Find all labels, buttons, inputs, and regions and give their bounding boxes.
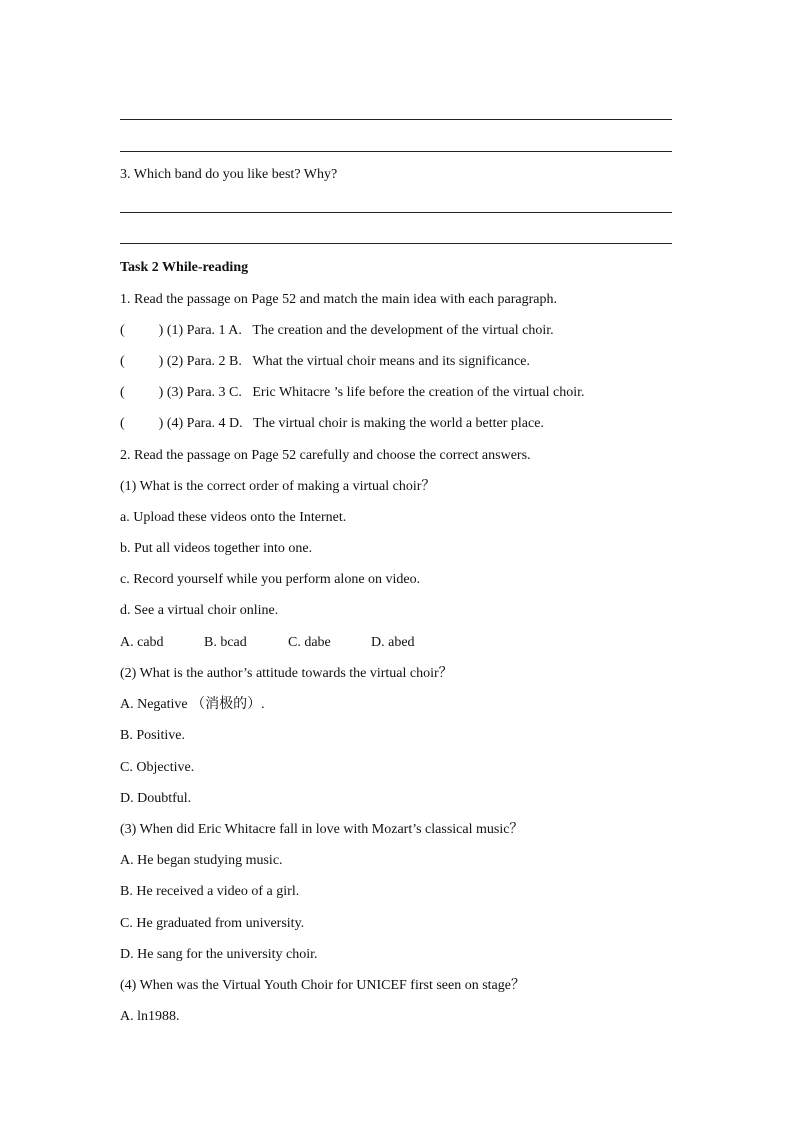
option: B. He received a video of a girl. bbox=[120, 884, 300, 899]
option: A. He began studying music. bbox=[120, 853, 283, 868]
match-row bbox=[120, 322, 680, 340]
step-item: b. Put all videos together into one. bbox=[120, 541, 313, 556]
option: A. ln1988. bbox=[120, 1009, 180, 1024]
question-stem: (1) What is the correct order of making a virtual choir？ bbox=[120, 479, 436, 494]
match-text: Eric Whitacre ’s life before the creation of the virtual choir. bbox=[252, 385, 585, 400]
step-item: a. Upload these videos onto the Internet. bbox=[120, 510, 347, 525]
answer-paren-open: ( bbox=[120, 416, 125, 431]
answer-paren-open: ( bbox=[120, 323, 125, 338]
option: D. Doubtful. bbox=[120, 791, 192, 806]
match-text: What the virtual choir means and its significance. bbox=[252, 354, 530, 369]
match-label: ) (4) Para. 4 D. bbox=[158, 416, 243, 431]
task2-heading: Task 2 While-reading bbox=[120, 260, 249, 275]
match-row bbox=[120, 384, 680, 402]
option: B. Positive. bbox=[120, 728, 185, 743]
answer-line bbox=[120, 243, 672, 244]
match-label: ) (1) Para. 1 A. bbox=[158, 323, 242, 338]
question-stem: (4) When was the Virtual Youth Choir for UNICEF first seen on stage？ bbox=[120, 978, 525, 993]
option: C. Objective. bbox=[120, 760, 195, 775]
answer-line bbox=[120, 212, 672, 213]
option: D. He sang for the university choir. bbox=[120, 947, 318, 962]
answer-paren-open: ( bbox=[120, 385, 125, 400]
question-stem: (3) When did Eric Whitacre fall in love with Mozart’s classical music？ bbox=[120, 822, 524, 837]
instruction-1: 1. Read the passage on Page 52 and match the main idea with each paragraph. bbox=[120, 292, 557, 307]
question-stem: (2) What is the author’s attitude towards the virtual choir？ bbox=[120, 666, 453, 681]
option: D. abed bbox=[371, 635, 415, 650]
instruction-2: 2. Read the passage on Page 52 carefully and choose the correct answers. bbox=[120, 448, 531, 463]
match-row bbox=[120, 415, 680, 433]
option: C. dabe bbox=[288, 635, 331, 650]
option: B. bcad bbox=[204, 635, 247, 650]
match-label: ) (3) Para. 3 C. bbox=[158, 385, 242, 400]
match-label: ) (2) Para. 2 B. bbox=[158, 354, 242, 369]
answer-line bbox=[120, 151, 672, 152]
answer-line bbox=[120, 119, 672, 120]
match-row bbox=[120, 353, 680, 371]
step-item: c. Record yourself while you perform alone on video. bbox=[120, 572, 421, 587]
option: A. cabd bbox=[120, 635, 164, 650]
option: C. He graduated from university. bbox=[120, 916, 305, 931]
question-3: 3. Which band do you like best? Why? bbox=[120, 167, 338, 182]
step-item: d. See a virtual choir online. bbox=[120, 603, 279, 618]
match-text: The creation and the development of the virtual choir. bbox=[252, 323, 554, 338]
answer-paren-open: ( bbox=[120, 354, 125, 369]
option: A. Negative （消极的）. bbox=[120, 697, 265, 712]
match-text: The virtual choir is making the world a better place. bbox=[253, 416, 544, 431]
